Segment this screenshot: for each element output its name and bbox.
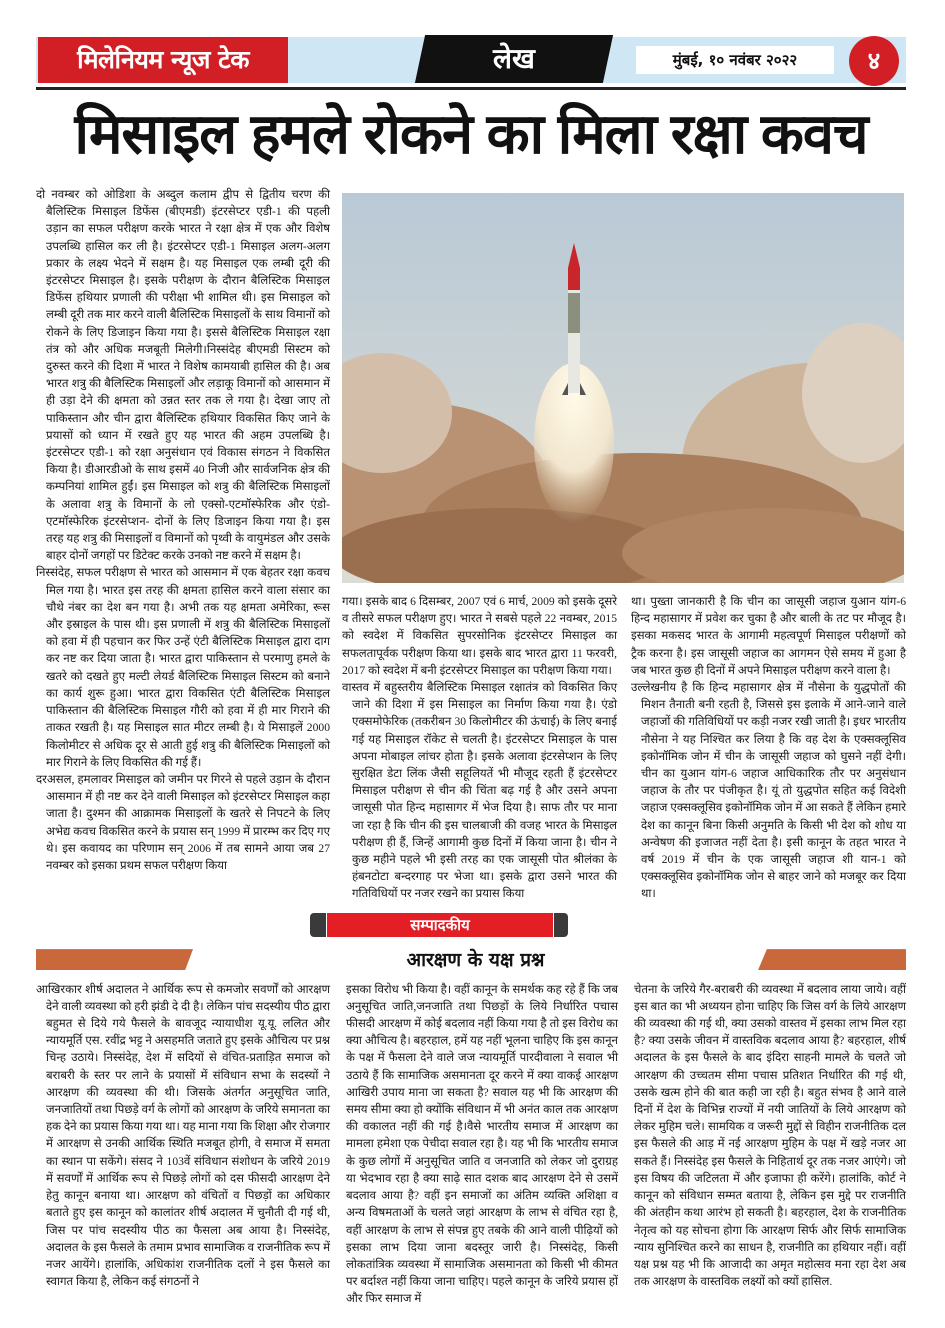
paragraph: आखिरकार शीर्ष अदालत ने आर्थिक रूप से कमजोर सवर्णों को आरक्षण देने वाली व्यवस्था को हरी झंडी दे दी है। लेकिन पांच सदस्यीय पीठ द्वारा बहुमत से दिये गये फैसले के बावजूद न्यायाधीश यू.यू. ललित और न्यायमूर्ति एस. रवींद्र भट्ट ने असहमति जताते हुए इसके औचित्य पर प्रश्न चिन्ह उठाये। निस्संदेह, देश में सदियों से वंचित-प्रताड़ित समाज को बराबरी के स्तर पर लाने के प्रयासों में संविधान सभा के सदस्यों ने आरक्षण की व्यवस्था की थी। जिसके अंतर्गत अनुसूचित जाति, जनजातियों तथा पिछड़े वर्ग के लोगों को आरक्षण के जरिये समानता का हक देने का प्रयास किया गया था। यह माना गया कि शिक्षा और रोजगार में आरक्षण से उनकी आर्थिक स्थिति मजबूत होगी, वे समाज में समता का स्थान पा सकेंगे। संसद ने 103वें संविधान संशोधन के जरिये 2019 में सवर्णों में आर्थिक रूप से पिछड़े लोगों को दस फीसदी आरक्षण देने हेतु कानून बनाया था। आरक्षण को वंचितों व पिछड़ों का अधिकार बताते हुए इस कानून को कालांतर शीर्ष अदालत में चुनौती दी गई थी, जिस पर पांच सदस्यीय पीठ का फैसला अब आया है। निस्संदेह, अदालत के इस फैसले के तमाम प्रभाव सामाजिक व राजनीतिक रूप में नजर आयेंगे। हालांकि, अधिकांश राजनीतिक दलों ने इस फैसले का स्वागत किया है, लेकिन कई संगठनों ने (36, 982, 330, 1289)
article-column-1 (36, 186, 330, 874)
editorial-column-1 (36, 981, 330, 1308)
article-headline: मिसाइल हमले रोकने का मिला रक्षा कवच (74, 102, 868, 165)
paragraph: निस्संदेह, सफल परीक्षण से भारत को आसमान में एक बेहतर रक्षा कवच मिल गया है। भारत इस तरह की क्षमता हासिल करने वाला संसार का चौथे नंबर का देश बन गया है। अभी तक यह क्षमता अमेरिका, रूस और इस्राइल के पास थी। इस प्रणाली में शत्रु की बैलिस्टिक मिसाइलों को हवा में ही पहचान कर फिर उन्हें एंटी बैलिस्टिक मिसाइल द्वारा दाग कर नष्ट कर दिया जाता है। भारत द्वारा पाकिस्तान से परमाणु हमले के खतरे को दखते हुए मल्टी लेयर्ड बैलिस्टिक मिसाइल सिस्टम को बनाने का कार्य शुरू हुआ। भारत द्वारा विकसित एंटी बैलिस्टिक मिसाइल पाकिस्तान की बैलिस्टिक मिसाइल गौरी को हवा में ही मार गिराने की ताकत रखती है। यह मिसाइल सात मीटर लम्बी है। ये मिसाइलें 2000 किलोमीटर से अधिक दूर से आती हुई शत्रु की बैलिस्टिक मिसाइलों को मार गिराने के लिए विकसित की गई हैं। (36, 566, 330, 769)
paragraph: वास्तव में बहुस्तरीय बैलिस्टिक मिसाइल रक्षातंत्र को विकसित किए जाने की दिशा में इस मिसाइल का निर्माण किया गया है। एंडो एक्समोफेरिक (तकरीबन 30 किलोमीटर की ऊंचाई) के लिए बनाई गई यह मिसाइल रॉकेट से चलती है। इंटरसेप्टर मिसाइल के पास अपना मोबाइल लांचर होता है। इसके अलावा इंटरसेप्शन के लिए सुरक्षित डेटा लिंक जैसी सहूलियतें भी मौजूद रहती हैं इंटरसेप्टर मिसाइल परीक्षण से चीन की चिंता बढ़ गई है और उसने अपना जासूसी पोत हिन्द महासागर में भेज दिया है। साफ तौर पर माना जा रहा है कि चीन की इस चालबाजी की वजह भारत के मिसाइल परीक्षण ही हैं, जिन्हें आगामी कुछ दिनों में किया जाना है। चीन ने कुछ महीने पहले भी इसी तरह का एक जासूसी पोत श्रीलंका के हंबनटोटा बन्दरगाह पर भेजा था। इसके द्वारा उसने भारत की गतिविधियों पर नजर रखने का प्रयास किया (342, 681, 617, 901)
missile-launch-photo (342, 193, 904, 583)
editorial-columns (36, 981, 906, 1308)
paragraph: दरअसल, हमलावर मिसाइल को जमीन पर गिरने से पहले उड़ान के दौरान आसमान में ही नष्ट कर देने वाली मिसाइल को इंटरसेप्टर मिसाइल कहा जाता है। दुश्मन की आक्रामक मिसाइलों के खतरे से निपटने के लिए अभेद्य कवच विकसित करने के प्रयास सन् 1999 में प्रारम्भ कर दिए गए थे। इस कवायद का परिणाम सन् 2006 में तब सामने आया जब 27 नवम्बर को इसका प्रथम सफल परीक्षण किया (36, 772, 330, 872)
editorial-column-3 (634, 981, 906, 1308)
section-label-text: लेख (493, 42, 535, 75)
editorial-column-2 (346, 981, 618, 1308)
paragraph: था। पुख्ता जानकारी है कि चीन का जासूसी जहाज युआन यांग-6 हिन्द महासागर में प्रवेश कर चुका है और बाली के तट पर मौजूद है। इसका मकसद भारत के आगामी महत्वपूर्ण मिसाइल परीक्षणों को ट्रैक करना है। इस जासूसी जहाज का आगमन ऐसे समय में हुआ है जब भारत कुछ ही दिनों में अपने मिसाइल परीक्षण करने वाला है। (631, 595, 906, 677)
paragraph: उल्लेखनीय है कि हिन्द महासागर क्षेत्र में नौसेना के युद्धपोतों की मिशन तैनाती बनी रहती है, जिससे इस इलाके में आने-जाने वाले जहाजों की गतिविधियों पर कड़ी नजर रखी जाती है। इधर भारतीय नौसेना ने यह निश्चित कर लिया है कि वह देश के एक्सक्लूसिव इकोनॉमिक जोन में चीन के जासूसी जहाज को घुसने नहीं देगी। चीन का युआन यांग-6 जहाज आधिकारिक तौर पर अनुसंधान जहाज के तौर पर पंजीकृत है। यूं तो युद्धपोत सहित कई विदेशी जहाज एक्सक्लूसिव इकोनॉमिक जोन में आ सकते हैं लेकिन हमारे देश का कानून बिना किसी अनुमति के किसी भी देश को शोध या अन्वेषण की इजाजत नहीं देता है। इसी कानून के तहत भारत ने वर्ष 2019 में चीन के एक जासूसी जहाज शी यान-1 को एक्सक्लूसिव इकोनॉमिक जोन से बाहर जाने को मजबूर कर दिया था। (631, 681, 906, 901)
editorial-section (36, 913, 906, 1308)
section-label (415, 35, 613, 83)
paragraph: दो नवम्बर को ओडिशा के अब्दुल कलाम द्वीप से द्वितीय चरण की बैलिस्टिक मिसाइल डिफेंस (बीएमडी) इंटरसेप्टर एडी-1 की पहली उड़ान का सफल परीक्षण करके भारत ने रक्षा क्षेत्र में एक और विशेष उपलब्धि हासिल कर ली है। इंटरसेप्टर एडी-1 मिसाइल अलग-अलग प्रकार के लक्ष्य भेदने में सक्षम है। यह मिसाइल एक लम्बी दूरी की इंटरसेप्टर मिसाइल है। इसके परीक्षण के दौरान बैलिस्टिक मिसाइल डिफेंस हथियार प्रणाली की परीक्षा भी शामिल थी। इस मिसाइल को लम्बी दूरी तक मार करने वाली बैलिस्टिक मिसाइलों के साथ विमानों को रोकने के लिए डिजाइन किया गया है। इससे बैलिस्टिक मिसाइल रक्षा तंत्र को और अधिक मजबूती मिलेगी।निस्संदेह बीएमडी सिस्टम को दुरुस्त करने की दिशा में भारत ने विशेष कामयाबी हासिल की है। अब भारत शत्रु की बैलिस्टिक मिसाइलों और लड़ाकू विमानों को आसमान में ही उड़ा देने की क्षमता को उन्नत स्तर तक ले गया है। देखा जाए तो पाकिस्तान और चीन द्वारा बैलिस्टिक हथियार विकसित किए जाने के प्रयासों को ध्यान में रखते हुए यह भारत की अहम उपलब्धि है। इंटरसेप्टर एडी-1 को रक्षा अनुसंधान एवं विकास संगठन ने विकसित किया है। डीआरडीओ के साथ इसमें 40 निजी और सार्वजनिक क्षेत्र की कम्पनियां शामिल हुईं। इस मिसाइल को शत्रु की बैलिस्टिक मिसाइलों के अलावा शत्रु के विमानों के लो एक्सो-एटमॉस्फेरिक और एंडो-एटमॉस्फेरिक इंटरसेप्शन- दोनों के लिए डिजाइन किया गया है। इस तरह यह शत्रु की मिसाइलों व विमानों को पृथ्वी के वायुमंडल और उसके बाहर दोनों जगहों पर डिटेक्ट करके उनको नष्ट करने में सक्षम है। (36, 188, 330, 563)
paragraph: गया। इसके बाद 6 दिसम्बर, 2007 एवं 6 मार्च, 2009 को इसके दूसरे व तीसरे सफल परीक्षण हुए। भारत ने सबसे पहले 22 नवम्बर, 2015 को स्वदेश में विकसित सुपरसोनिक इंटरसेप्टर मिसाइल का सफलतापूर्वक परीक्षण किया था। इसके बाद भारत द्वारा 11 फरवरी, 2017 को स्वदेश में बनी इंटरसेप्टर मिसाइल का परीक्षण किया गया। (342, 595, 617, 677)
article-column-2 (342, 593, 617, 903)
page-number-badge: ४ (849, 36, 899, 86)
decorative-bar-right (758, 949, 906, 970)
lead-article (36, 186, 906, 903)
editorial-title: आरक्षण के यक्ष प्रश्न (406, 948, 545, 971)
masthead-rule (36, 87, 906, 90)
editorial-label-text: सम्पादकीय (326, 913, 554, 937)
page-body (36, 186, 906, 1328)
article-column-3 (631, 593, 906, 903)
paragraph: इसका विरोध भी किया है। वहीं कानून के समर्थक कह रहे हैं कि जब अनुसूचित जाति,जनजाति तथा पिछड़ों के लिये निर्धारित पचास फीसदी आरक्षण में कोई बदलाव नहीं किया गया है तो इस विरोध का क्या औचित्य है। बहरहाल, हमें यह नहीं भूलना चाहिए कि इस कानून के पक्ष में फैसला देने वाले जज न्यायमूर्ति पारदीवाला ने सवाल भी उठाये हैं कि सामाजिक असमानता दूर करने में क्या वाकई आरक्षण आखिरी उपाय माना जा सकता है? सवाल यह भी कि आरक्षण की समय सीमा क्या हो क्योंकि संविधान में भी अनंत काल तक आरक्षण की वकालत नहीं की गई है।वैसे भारतीय समाज में आरक्षण का मामला हमेशा एक पेचीदा सवाल रहा है। यह भी कि भारतीय समाज के कुछ लोगों में अनुसूचित जाति व जनजाति को लेकर जो दुराग्रह या भेदभाव रहा है क्या साढ़े सात दशक बाद आरक्षण देने से उसमें बदलाव आया है? वहीं इन समाजों का अंतिम व्यक्ति अशिक्षा व अन्य विषमताओं के चलते जहां आरक्षण के लाभ से वंचित रहा है, वहीं आरक्षण के लाभ से संपन्न हुए तबके की आने वाली पीढ़ियों को इसका लाभ दिया जाना बदस्तूर जारी है। निस्संदेह, किसी लोकतांत्रिक व्यवस्था में सामाजिक असमानता को किसी भी कीमत पर बर्दाश्त नहीं किया जाना चाहिए। पहले कानून के जरिये प्रयास हों और फिर समाज में (346, 982, 618, 1306)
article-right-area (342, 186, 906, 903)
newspaper-brand: मिलेनियम न्यूज टेक (38, 37, 288, 83)
dateline: मुंबई, १० नवंबर २०२२ (636, 46, 834, 74)
editorial-label (310, 913, 568, 937)
editorial-title-row (36, 945, 906, 975)
paragraph: चेतना के जरिये गैर-बराबरी की व्यवस्था में बदलाव लाया जाये। वहीं इस बात का भी अध्ययन होना चाहिए कि जिस वर्ग के लिये आरक्षण की व्यवस्था की गई थी, क्या उसको वास्तव में इसका लाभ मिल रहा है? क्या उसके जीवन में वास्तविक बदलाव आया है? बहरहाल, शीर्ष अदालत के इस फैसले के बाद इंदिरा साहनी मामले के चलते जो आरक्षण की उच्चतम सीमा पचास प्रतिशत निर्धारित की गई थी, उसके खत्म होने की बात कही जा रही है। बहुत संभव है आने वाले दिनों में देश के विभिन्न राज्यों में नयी जातियों के लिये आरक्षण को लेकर मुहिम चले। सामयिक व जरूरी मुद्दों से विहीन राजनीतिक दल इस फैसले की आड़ में नई आरक्षण मुहिम के पक्ष में खड़े नजर आ सकते हैं। निस्संदेह इस फैसले के निहितार्थ दूर तक नजर आएंगे। जो इस विषय की जटिलता में और इजाफा ही करेंगे। हालांकि, कोर्ट ने कानून को संविधान सम्मत बताया है, लेकिन इस मुद्दे पर राजनीति की अंतहीन कथा आरंभ हो सकती है। बहरहाल, देश के राजनीतिक नेतृत्व को यह सोचना होगा कि आरक्षण सिर्फ और सिर्फ सामाजिक न्याय सुनिश्चित करने का साधन है, राजनीति का हथियार नहीं। वहीं यक्ष प्रश्न यह भी कि आजादी का अमृत महोत्सव मना रहा देश अब तक आरक्षण के वास्तविक लक्ष्यों को क्यों हासिल. (634, 982, 906, 1289)
article-lower-columns (342, 593, 906, 903)
decorative-bar-left (36, 949, 193, 970)
